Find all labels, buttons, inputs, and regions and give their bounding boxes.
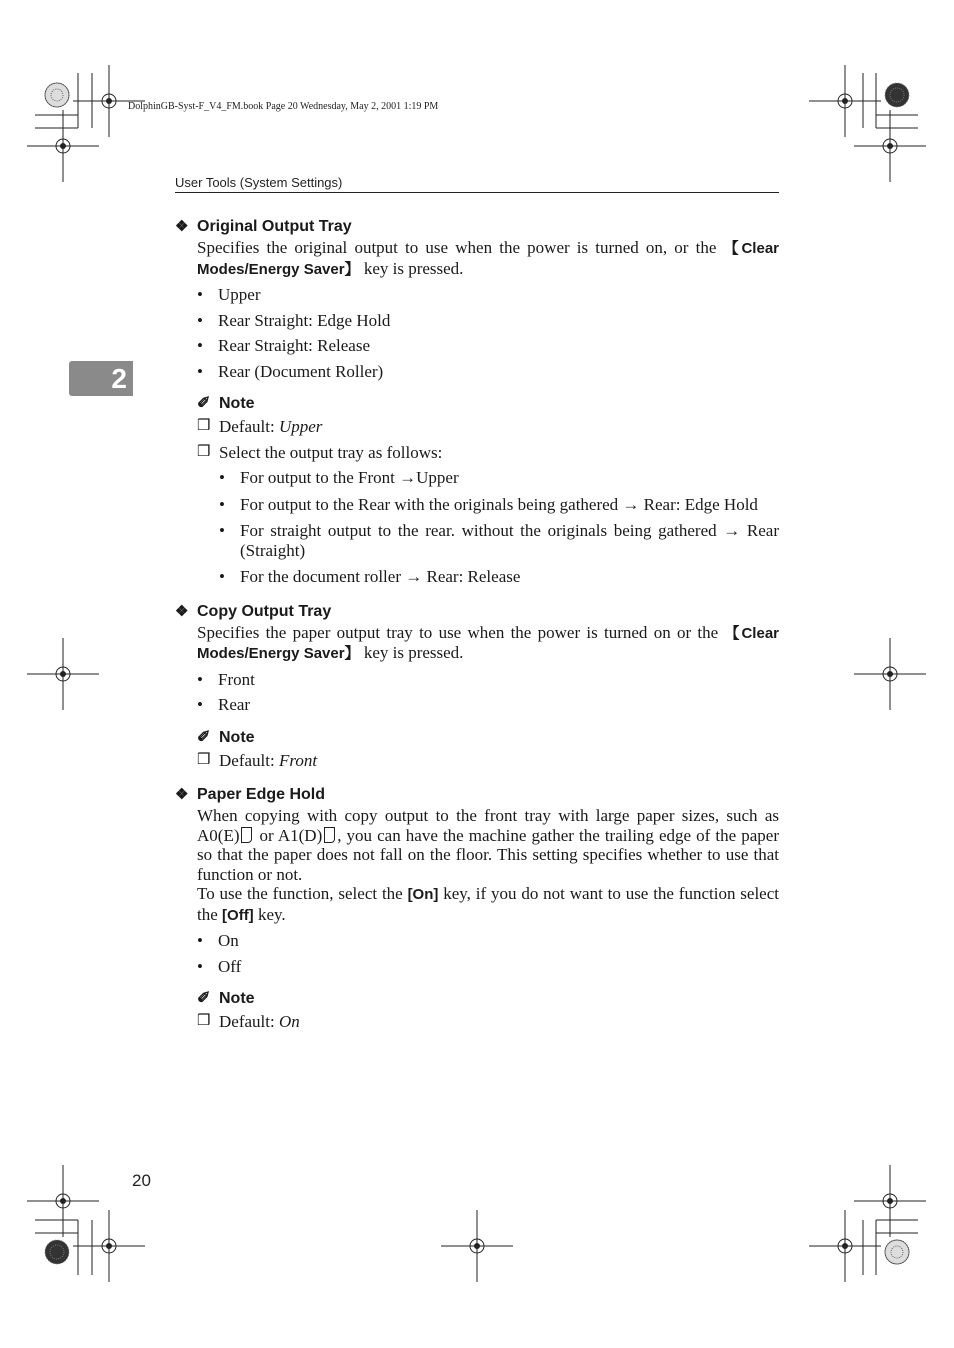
list-item: • Rear (Document Roller) [197, 361, 384, 381]
clear-modes-key-label: 【Clear Modes/Energy Saver】 [197, 624, 779, 662]
pencil-icon: ✐ [197, 728, 211, 746]
page-number: 20 [132, 1171, 151, 1190]
option-list [197, 931, 779, 976]
list-item: • Rear Straight: Edge Hold [197, 310, 391, 330]
paper-portrait-icon [324, 827, 335, 843]
list-item: • Front [197, 669, 255, 689]
option-list [197, 285, 779, 381]
pencil-icon: ✐ [197, 395, 211, 413]
list-item: • Rear Straight: Release [197, 336, 371, 355]
section-title: Paper Edge Hold [197, 786, 326, 804]
note-heading: ✐ Note [197, 990, 255, 1008]
chapter-number: 2 [111, 363, 127, 394]
sub-option-list [219, 468, 779, 587]
section-heading [175, 784, 779, 806]
checkbox-icon: ❒ [197, 418, 211, 434]
section-original-output-tray [175, 216, 779, 587]
chapter-tab [69, 361, 133, 396]
section-description: Specifies the original output to use when the power is turned on, or the 【Clear Modes/Energy Saver】 key is pressed. [197, 238, 779, 278]
section-bullet-icon: ❖ [175, 218, 189, 236]
list-item: • For the document roller → Rear: Release [219, 567, 521, 586]
crop-info-line: DolphinGB-Syst-F_V4_FM.book Page 20 Wednesday, May 2, 2001 1:19 PM [128, 101, 439, 112]
list-item: • Upper [197, 285, 261, 304]
note-heading: ✐ Note [197, 728, 255, 746]
pencil-icon: ✐ [197, 990, 211, 1008]
running-header: User Tools (System Settings) [175, 175, 343, 190]
section-instructions: To use the function, select the [On] key, if you do not want to use the function select the [Off] key. [197, 884, 779, 924]
section-heading [175, 601, 779, 623]
note-heading: ✐ Note [197, 395, 255, 413]
checkbox-icon: ❒ [197, 443, 211, 460]
list-item: • Off [197, 956, 242, 976]
section-description: Specifies the paper output tray to use when the power is turned on or the 【Clear Modes/Energy Saver】 key is pressed. [197, 622, 779, 662]
section-heading [175, 216, 779, 238]
section-copy-output-tray [175, 601, 779, 771]
section-bullet-icon: ❖ [175, 786, 189, 804]
main-content [175, 216, 779, 1046]
list-item: • For output to the Front →Upper [219, 468, 459, 487]
off-key-label: [Off] [222, 906, 254, 924]
checkbox-icon: ❒ [197, 1013, 211, 1029]
section-title: Copy Output Tray [197, 602, 332, 620]
note-item: ❒ Default: On [197, 1012, 300, 1031]
checkbox-icon: ❒ [197, 751, 211, 768]
list-item: • Rear [197, 695, 251, 714]
note-item: ❒ Select the output tray as follows: [197, 442, 443, 462]
list-item: • For output to the Rear with the originals being gathered → Rear: Edge Hold [219, 494, 758, 514]
option-list [197, 670, 779, 715]
note-item: ❒ Default: Front [197, 750, 318, 770]
section-title: Original Output Tray [197, 218, 352, 236]
paper-portrait-icon [241, 827, 252, 843]
section-paper-edge-hold [175, 784, 779, 1032]
note-item: ❒ Default: Upper [197, 417, 323, 436]
section-description: When copying with copy output to the front tray with large paper sizes, such as A0(E) or A1(D) , you can have the machine gather the trailing edge of the paper so that the paper does not fall on the floor. This setting specifies whether to use that function or not. [197, 806, 779, 884]
section-bullet-icon: ❖ [175, 602, 189, 620]
list-item: • For straight output to the rear. without the originals being gathered → Rear (Straight) [219, 521, 779, 560]
on-key-label: [On] [407, 886, 439, 903]
header-rule [175, 192, 779, 193]
clear-modes-key-label: 【Clear Modes/Energy Saver】 [197, 240, 779, 278]
list-item: • On [197, 931, 239, 950]
